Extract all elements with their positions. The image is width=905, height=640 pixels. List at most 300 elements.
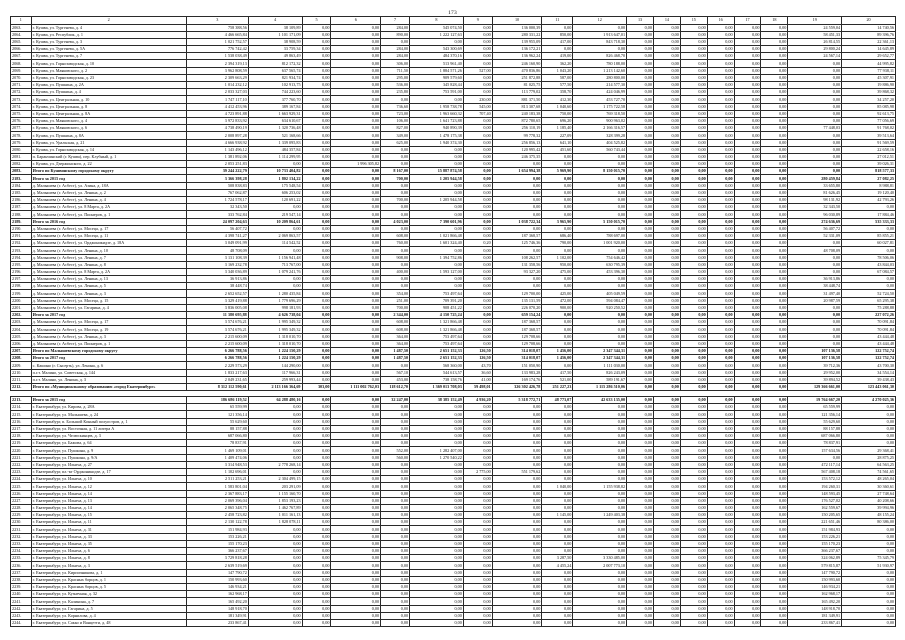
address-cell: г. Екатеринбург, ул. Ильича, д. 12 [31,483,186,490]
value-cell: 3 965,90 [542,218,573,225]
address-cell: г. Екатеринбург, ул. Калинина, д. 7 [31,598,186,605]
value-cell: 0,00 [761,519,788,526]
value-cell: 0,00 [573,605,627,612]
row-number: 2205. [11,333,32,340]
value-cell: 0,00 [381,504,410,511]
row-number: 2067. [11,53,32,60]
value-cell: 0,00 [734,110,761,117]
value-cell: 1 641 723,88 [410,117,464,124]
table-row [11,153,896,160]
value-cell: 39 894,52 [788,376,842,383]
value-cell: 0,00 [542,612,573,619]
value-cell: 2 778 268,14 [248,461,302,468]
value-cell: 0,00 [573,490,627,497]
value-cell: 0,00 [627,31,654,38]
value-cell: 544 613,57 [410,369,464,376]
value-cell: 625,00 [381,139,410,146]
value-cell: 38 109,89 [248,24,302,31]
value-cell: 0,00 [542,362,573,369]
value-cell: 0,00 [734,418,761,425]
table-row [11,512,896,519]
value-cell: 0,00 [734,483,761,490]
value-cell: 0,00 [302,562,331,569]
value-cell: 0,00 [761,326,788,333]
value-cell: 0,00 [248,569,302,576]
value-cell: 0,00 [653,497,680,504]
value-cell: 0,00 [542,598,573,605]
value-cell: 0,00 [410,418,464,425]
column-number: 9 [463,17,492,25]
address-cell: Итого за 2017 год [31,355,186,362]
value-cell: 2 049 231,65 [186,376,248,383]
value-cell: 0,00 [734,619,761,626]
address-cell: Итого по Кушвинскому городскому округу [31,168,186,175]
value-cell: 120 691,22 [248,197,302,204]
value-cell: 29 652,77 [842,53,896,60]
value-cell: 0,00 [680,425,707,432]
value-cell: 2 309 663,29 [186,74,248,81]
value-cell: 56 407,72 [186,225,248,232]
value-cell: 0,00 [492,447,542,454]
value-cell: 0,00 [788,89,842,96]
value-cell: 0,00 [653,24,680,31]
value-cell: 0,00 [734,526,761,533]
value-cell: 2 229 573,29 [186,362,248,369]
value-cell: 0,00 [707,569,734,576]
value-cell: 0,00 [331,576,381,583]
value-cell: 0,00 [410,598,464,605]
value-cell: 0,00 [653,74,680,81]
value-cell: 850,00 [542,31,573,38]
value-cell: 908,00 [381,254,410,261]
value-cell: 0,00 [761,189,788,196]
value-cell: 0,00 [302,440,331,447]
value-cell: 0,00 [707,483,734,490]
value-cell: 0,00 [542,312,573,319]
value-cell: 0,00 [381,425,410,432]
value-cell: 29 368,41 [842,447,896,454]
value-cell: 280 800,00 [573,74,627,81]
value-cell: 0,00 [410,533,464,540]
row-number: 2216. [11,418,32,425]
value-cell: 0,00 [492,569,542,576]
value-cell: 0,00 [573,46,627,53]
value-cell: 48 773,07 [542,397,573,404]
value-cell: 187 368,57 [492,326,542,333]
value-cell: 0,00 [653,117,680,124]
value-cell: 129 366 661,00 [788,383,842,390]
value-cell: 39 026,31 [842,161,896,168]
value-cell: 0,00 [463,319,492,326]
value-cell: 295,00 [381,74,410,81]
value-cell: 0,00 [653,383,680,390]
row-number: 2077. [11,125,32,132]
value-cell: 0,00 [761,74,788,81]
value-cell: 0,00 [302,312,331,319]
value-cell: 0,00 [463,440,492,447]
value-cell: 107 136,58 [788,347,842,354]
value-cell: 0,00 [680,46,707,53]
value-cell: 10 209 864,61 [248,218,302,225]
value-cell: 251 227,23 [542,383,573,390]
table-row [11,548,896,555]
value-cell: 233 867,41 [186,619,248,626]
value-cell: 0,00 [492,519,542,526]
value-cell: 0,00 [302,404,331,411]
row-number: 2079. [11,139,32,146]
value-cell: 0,00 [463,605,492,612]
value-cell: 0,00 [248,533,302,540]
value-cell: 940 890,39 [410,125,464,132]
value-cell: 0,00 [331,232,381,239]
value-cell: 0,00 [331,404,381,411]
value-cell: 0,00 [788,60,842,67]
value-cell: 0,00 [707,512,734,519]
value-cell: 0,00 [463,483,492,490]
value-cell: 0,00 [331,355,381,362]
value-cell: 0,00 [761,540,788,547]
value-cell: 0,00 [653,225,680,232]
value-cell: 754 646,42 [573,254,627,261]
value-cell: 0,00 [573,319,627,326]
address-cell: г. Екатеринбург, ул. Малышева, д. 24 [31,411,186,418]
value-cell: 0,00 [761,461,788,468]
value-cell: 0,00 [734,347,761,354]
value-cell: 0,00 [410,612,464,619]
value-cell: 0,00 [707,74,734,81]
value-cell: 0,00 [653,454,680,461]
value-cell: 0,00 [842,548,896,555]
value-cell: 0,00 [627,290,654,297]
value-cell: 0,00 [842,591,896,598]
value-cell: 0,00 [627,276,654,283]
value-cell: 7 390 601,96 [410,218,464,225]
value-cell: 0,00 [542,319,573,326]
value-cell: 0,00 [463,504,492,511]
value-cell: 0,00 [707,211,734,218]
value-cell: 0,00 [707,240,734,247]
value-cell: 1 155 160,70 [248,490,302,497]
value-cell: 0,00 [680,182,707,189]
table-row [11,468,896,475]
value-cell: 0,00 [627,117,654,124]
value-cell: 0,00 [707,447,734,454]
value-cell: 687 066,80 [186,433,248,440]
value-cell: 56 407,72 [788,225,842,232]
value-cell: 0,00 [653,268,680,275]
value-cell: 0,00 [653,583,680,590]
value-cell: 0,00 [761,53,788,60]
table-row [11,605,896,612]
value-cell: 453 727,70 [573,96,627,103]
value-cell: 0,00 [707,591,734,598]
row-number: 2198. [11,283,32,290]
value-cell: 1 101 171,09 [248,31,302,38]
value-cell: 521,00 [542,376,573,383]
address-cell: г. Екатеринбург, ул. Ильича, д. 8 [31,555,186,562]
row-number: 2242. [11,605,32,612]
address-cell: г. Кушва, ул. Республик, д. 1 [31,31,186,38]
value-cell: 0,00 [627,153,654,160]
row-number: 2184. [11,182,32,189]
value-cell: 0,00 [463,82,492,89]
total-row [11,397,896,404]
address-cell: г. Екатеринбург, ул. Ильича, д. 14 [31,504,186,511]
address-cell: г. Екатеринбург, ул. Бажова, д. 64 [31,440,186,447]
table-row [11,433,896,440]
value-cell: 0,00 [707,555,734,562]
value-cell: 0,00 [627,161,654,168]
value-cell: 400,00 [381,268,410,275]
value-cell: 0,00 [761,268,788,275]
value-cell: 0,00 [707,175,734,182]
value-cell: 0,00 [653,146,680,153]
value-cell: 1 802 134,22 [248,175,302,182]
value-cell: 579 815,87 [788,562,842,569]
value-cell: 155 170,23 [788,540,842,547]
value-cell: 0,00 [761,483,788,490]
value-cell: 0,00 [410,605,464,612]
value-cell: 0,00 [302,218,331,225]
value-cell: 0,00 [653,197,680,204]
value-cell: 0,00 [761,612,788,619]
row-number: 2185. [11,189,32,196]
address-cell: д. Малышева (г. Асбест), ул. Гагарина, д. 4 [31,304,186,311]
value-cell: 0,00 [788,82,842,89]
value-cell: 0,00 [653,548,680,555]
value-cell: 0,00 [573,526,627,533]
value-cell: 0,00 [492,612,542,619]
value-cell: 0,00 [761,333,788,340]
value-cell: 36 913,86 [788,276,842,283]
value-cell: 0,00 [653,204,680,211]
value-cell: 543 300,69 [410,46,464,53]
value-cell: 3 574 676,21 [186,326,248,333]
value-cell: 0,00 [788,261,842,268]
value-cell: 0,00 [381,490,410,497]
value-cell: 284,00 [381,46,410,53]
value-cell: 78 837,91 [788,440,842,447]
value-cell: 589 191,67 [573,376,627,383]
value-cell: 1 369 013 708,03 [410,383,464,390]
value-cell: 33 759,34 [248,46,302,53]
value-cell: 0,00 [627,340,654,347]
value-cell: 0,00 [331,261,381,268]
table-row [11,333,896,340]
value-cell: 0,00 [734,182,761,189]
value-cell: 0,00 [410,411,464,418]
value-cell: 1 853 193,23 [248,497,302,504]
value-cell: 0,00 [463,247,492,254]
value-cell: 0,00 [627,261,654,268]
value-cell: 0,00 [302,583,331,590]
value-cell: 0,00 [463,232,492,239]
value-cell: 0,00 [331,82,381,89]
value-cell: 5 150 015,70 [573,218,627,225]
value-cell: 1 462 767,89 [248,504,302,511]
value-cell: 1 833 217,63 [186,369,248,376]
value-cell: 136 000,39 [492,24,542,31]
value-cell: 3 330 485,00 [573,555,627,562]
value-cell: 42 793,26 [842,197,896,204]
value-cell: 0,00 [680,440,707,447]
value-cell: 0,00 [653,340,680,347]
value-cell: 0,00 [302,125,331,132]
address-cell: г. Екатеринбург, ул. Кузнечная, д. 32 [31,591,186,598]
value-cell: 521 168,66 [248,132,302,139]
value-cell: 0,00 [653,211,680,218]
value-cell: 0,00 [680,461,707,468]
value-cell: 0,00 [680,476,707,483]
value-cell: 0,00 [653,290,680,297]
value-cell: 0,00 [248,418,302,425]
row-number: 2193. [11,247,32,254]
value-cell: 0,00 [680,268,707,275]
value-cell: 0,00 [331,376,381,383]
value-cell: 155 170,23 [186,540,248,547]
value-cell: 0,00 [492,583,542,590]
value-cell: 150 993,60 [186,576,248,583]
row-number: 2194. [11,254,32,261]
value-cell: 0,00 [653,218,680,225]
value-cell: 0,00 [381,533,410,540]
value-cell: 0,00 [734,533,761,540]
value-cell: 0,00 [302,569,331,576]
value-cell: 0,00 [463,168,492,175]
value-cell: 0,00 [627,168,654,175]
value-cell: 0,00 [542,468,573,475]
value-cell: 0,00 [653,526,680,533]
value-cell: 0,00 [302,67,331,74]
value-cell: 0,00 [627,355,654,362]
row-number: 2210. [11,369,32,376]
value-cell: 0,00 [734,175,761,182]
value-cell: 0,00 [680,276,707,283]
value-cell: 0,00 [627,268,654,275]
value-cell: 0,00 [653,461,680,468]
value-cell: 0,00 [410,569,464,576]
value-cell: 24 097 204,63 [186,218,248,225]
value-cell: 0,00 [788,117,842,124]
value-cell: 0,00 [761,31,788,38]
value-cell: 349,00 [381,132,410,139]
row-number: 2226. [11,490,32,497]
value-cell: 0,00 [788,74,842,81]
value-cell: 0,00 [573,497,627,504]
value-cell: 0,00 [302,117,331,124]
value-cell: 1 156 941,48 [248,254,302,261]
value-cell: 2 215 600,09 [186,340,248,347]
table-row [11,125,896,132]
value-cell: 221 651,46 [788,519,842,526]
value-cell: 0,00 [248,204,302,211]
value-cell: 0,00 [761,569,788,576]
value-cell: 0,00 [248,605,302,612]
value-cell: 85 855,21 [842,232,896,239]
value-cell: 0,00 [707,598,734,605]
value-cell: 81 025,75 [492,82,542,89]
value-cell: 0,00 [492,197,542,204]
value-cell: 31 497,40 [788,290,842,297]
value-cell: 0,00 [707,425,734,432]
value-cell: 0,00 [331,362,381,369]
value-cell: 0,00 [302,240,331,247]
value-cell: 0,00 [463,619,492,626]
value-cell: 0,00 [842,418,896,425]
value-cell: 0,00 [761,355,788,362]
value-cell: 19 764 667,20 [788,397,842,404]
value-cell: 0,00 [627,369,654,376]
value-cell: 0,00 [734,31,761,38]
value-cell: 0,00 [492,454,542,461]
table-row [11,139,896,146]
value-cell: 1 321 866,48 [410,319,464,326]
value-cell: 0,00 [331,483,381,490]
value-cell: 0,00 [761,347,788,354]
value-cell: 0,00 [410,504,464,511]
value-cell: 0,00 [627,182,654,189]
column-number: 1 [11,17,32,25]
value-cell: 0,00 [331,418,381,425]
value-cell: 0,00 [761,254,788,261]
value-cell: 0,00 [734,555,761,562]
value-cell: 0,00 [653,297,680,304]
value-cell: 39 244 222,79 [186,168,248,175]
value-cell: 0,00 [463,297,492,304]
value-cell: 129 700,00 [492,290,542,297]
value-cell: 0,00 [492,182,542,189]
table-row [11,533,896,540]
value-cell: 0,00 [653,418,680,425]
value-cell: 0,00 [627,240,654,247]
value-cell: 567 408,18 [788,468,842,475]
value-cell: 0,00 [331,598,381,605]
value-cell: 233 867,41 [788,619,842,626]
value-cell: 44 995,82 [842,60,896,67]
value-cell: 0,00 [331,433,381,440]
value-cell: 0,00 [734,218,761,225]
value-cell: 0,00 [492,591,542,598]
value-cell: 709 391,20 [410,297,464,304]
row-number: 2196. [11,268,32,275]
row-number: 2074. [11,103,32,110]
value-cell: 65 559,99 [186,404,248,411]
value-cell: 0,00 [761,139,788,146]
value-cell: 60 027,81 [842,240,896,247]
value-cell: 0,00 [707,383,734,390]
value-cell: 0,00 [680,161,707,168]
value-cell: 0,00 [463,276,492,283]
value-cell: 0,00 [248,562,302,569]
table-row [11,612,896,619]
value-cell: 0,00 [302,347,331,354]
value-cell: 0,00 [542,569,573,576]
value-cell: 0,00 [680,319,707,326]
value-cell: 0,00 [381,146,410,153]
value-cell: 0,00 [302,319,331,326]
value-cell: 0,00 [680,605,707,612]
value-cell: 1 021 752,57 [186,38,248,45]
value-cell: 0,00 [410,555,464,562]
value-cell: 0,00 [542,283,573,290]
value-cell: 0,00 [680,347,707,354]
value-cell: 587,00 [542,74,573,81]
value-cell: 0,00 [573,519,627,526]
value-cell: 1 318 010,70 [248,333,302,340]
table-row [11,254,896,261]
value-cell: 59 498,01 [463,383,492,390]
value-cell: 0,00 [788,132,842,139]
